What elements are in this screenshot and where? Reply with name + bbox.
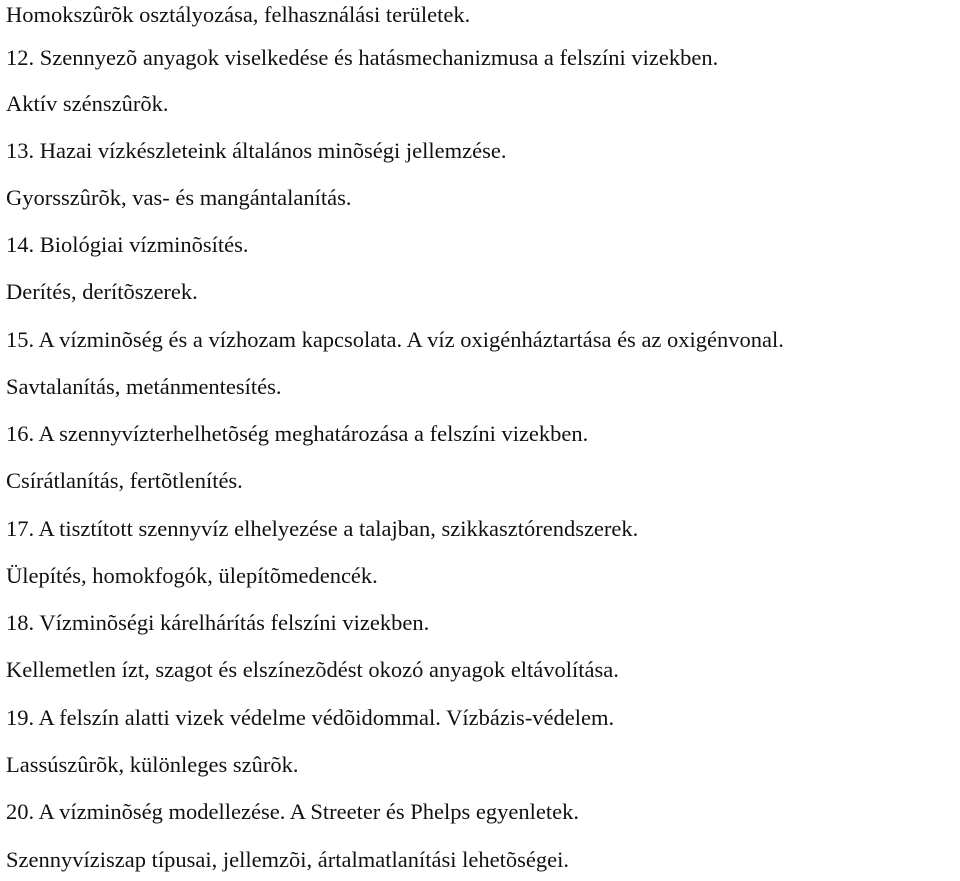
text-line: Gyorsszûrõk, vas- és mangántalanítás. (6, 185, 352, 210)
text-line: 16. A szennyvízterhelhetõség meghatározása a felszíni vizekben. (6, 421, 589, 446)
text-line: 19. A felszín alatti vizek védelme védõidommal. Vízbázis-védelem. (6, 705, 615, 730)
text-line: Aktív szénszûrõk. (6, 91, 169, 116)
text-line: 15. A vízminõség és a vízhozam kapcsolata. A víz oxigénháztartása és az oxigénvonal. (6, 327, 784, 352)
text-line: 17. A tisztított szennyvíz elhelyezése a talajban, szikkasztórendszerek. (6, 516, 639, 541)
text-line: 13. Hazai vízkészleteink általános minõségi jellemzése. (6, 138, 507, 163)
text-line: Kellemetlen ízt, szagot és elszínezõdést okozó anyagok eltávolítása. (6, 657, 619, 682)
text-line: 20. A vízminõség modellezése. A Streeter és Phelps egyenletek. (6, 799, 579, 824)
text-line: Ülepítés, homokfogók, ülepítõmedencék. (6, 563, 378, 588)
text-line: Homokszûrõk osztályozása, felhasználási területek. (6, 2, 471, 27)
text-line: Lassúszûrõk, különleges szûrõk. (6, 752, 299, 777)
text-line: 12. Szennyezõ anyagok viselkedése és hatásmechanizmusa a felszíni vizekben. (6, 45, 719, 70)
text-line: 18. Vízminõségi kárelhárítás felszíni vizekben. (6, 610, 430, 635)
text-line: Derítés, derítõszerek. (6, 279, 198, 304)
text-line: 14. Biológiai vízminõsítés. (6, 232, 249, 257)
text-line: Szennyvíziszap típusai, jellemzõi, ártalmatlanítási lehetõségei. (6, 847, 569, 872)
text-line: Csírátlanítás, fertõtlenítés. (6, 468, 243, 493)
text-line: Savtalanítás, metánmentesítés. (6, 374, 282, 399)
